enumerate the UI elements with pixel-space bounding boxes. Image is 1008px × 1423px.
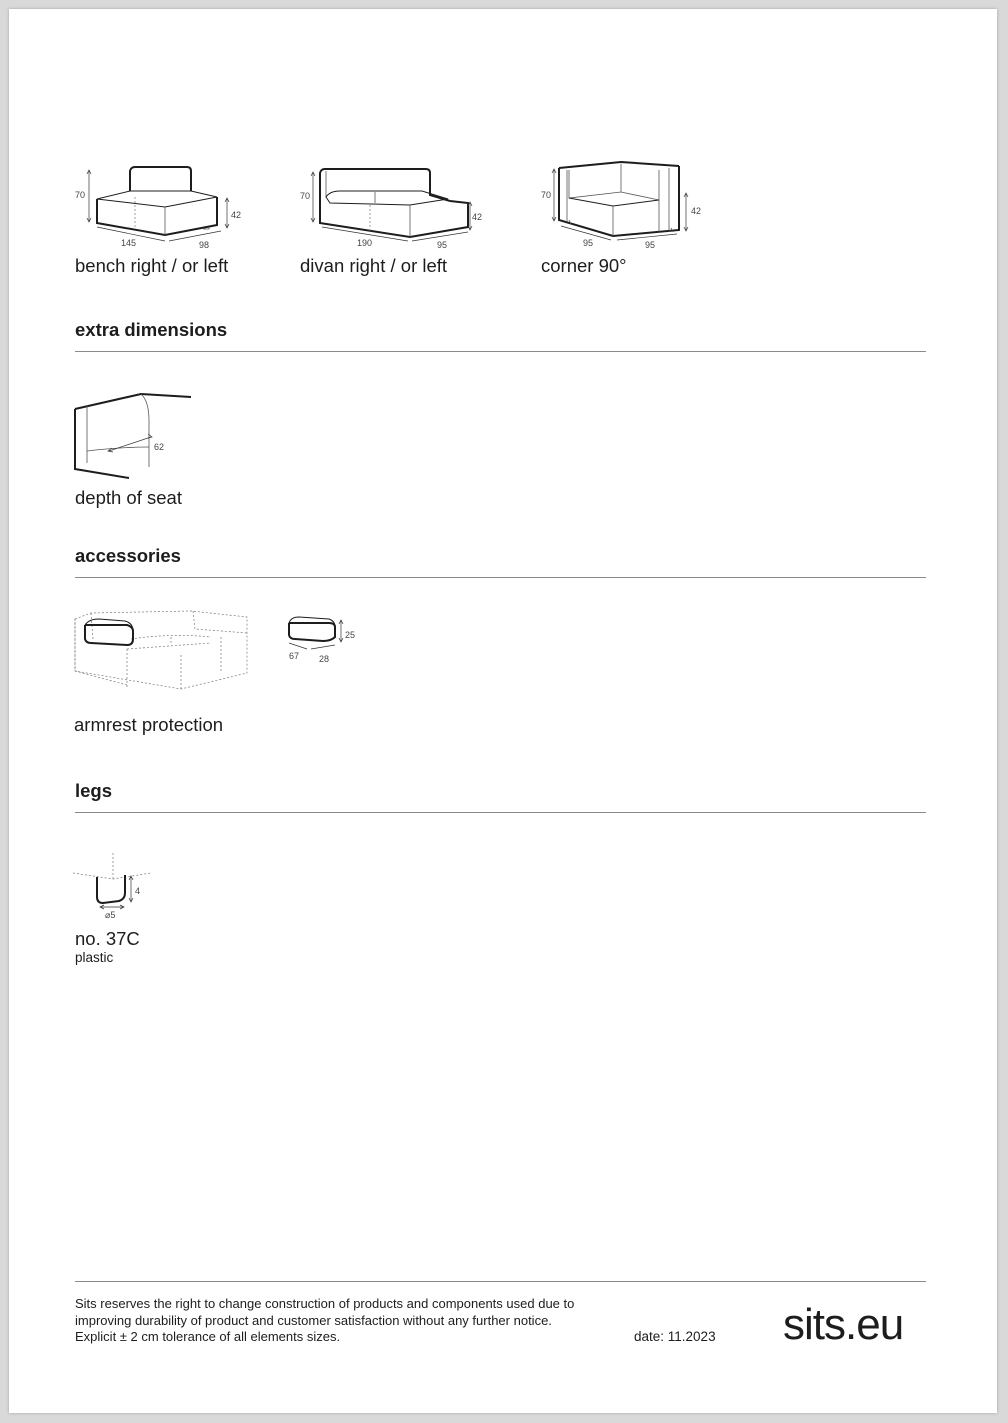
sofa-with-armrest-drawing xyxy=(71,603,256,693)
extra-dimensions-heading: extra dimensions xyxy=(75,319,228,340)
document-page xyxy=(9,9,997,1413)
depth-of-seat-label: 62 xyxy=(154,442,165,452)
corner-seat-height-label: 42 xyxy=(691,206,702,216)
document-date: date: 11.2023 xyxy=(634,1329,716,1344)
divan-width-label: 190 xyxy=(357,238,373,248)
divan-depth-label: 95 xyxy=(437,240,448,250)
armrest-protection-drawing xyxy=(283,613,373,673)
depth-of-seat-drawing xyxy=(71,381,201,481)
armrest-width-label: 28 xyxy=(319,654,330,664)
leg-height-label: 4 xyxy=(135,886,141,896)
leg-name: no. 37C xyxy=(75,928,140,949)
divan-drawing xyxy=(300,159,485,254)
bench-seat-height-label: 42 xyxy=(231,210,242,220)
bench-drawing xyxy=(75,159,245,254)
brand-logo: sits.eu xyxy=(783,1300,904,1349)
corner-drawing xyxy=(541,154,711,254)
corner-depth-label: 95 xyxy=(645,240,656,250)
corner-height-label: 70 xyxy=(541,190,552,200)
divan-height-label: 70 xyxy=(300,191,311,201)
bench-caption: bench right / or left xyxy=(75,255,229,276)
section-divider xyxy=(75,577,926,578)
leg-material: plastic xyxy=(75,950,114,965)
footer-divider xyxy=(75,1281,926,1282)
section-divider xyxy=(75,351,926,352)
armrest-height-label: 25 xyxy=(345,630,356,640)
accessories-heading: accessories xyxy=(75,545,181,566)
divan-caption: divan right / or left xyxy=(300,255,448,276)
bench-width-label: 145 xyxy=(121,238,137,248)
corner-caption: corner 90° xyxy=(541,255,627,276)
bench-height-label: 70 xyxy=(75,190,86,200)
footer-disclaimer: Sits reserves the right to change construction of products and components used due to improving durability of product and customer satisfaction without any further notice. Explicit ± 2 cm tolerance of all elements sizes. xyxy=(75,1296,575,1344)
leg-37c-drawing xyxy=(71,843,161,923)
leg-diameter-label: ⌀5 xyxy=(105,910,116,920)
depth-of-seat-caption: depth of seat xyxy=(75,487,182,508)
corner-width-label: 95 xyxy=(583,238,594,248)
armrest-length-label: 67 xyxy=(289,651,300,661)
section-divider xyxy=(75,812,926,813)
divan-seat-height-label: 42 xyxy=(472,212,483,222)
legs-heading: legs xyxy=(75,780,113,801)
bench-depth-label: 98 xyxy=(199,240,210,250)
armrest-protection-caption: armrest protection xyxy=(74,714,224,735)
